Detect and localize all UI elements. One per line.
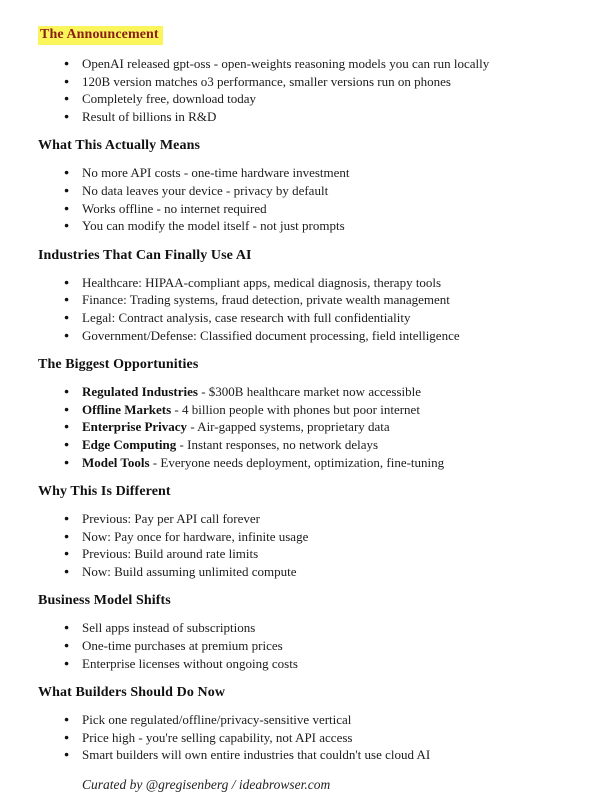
section-heading: What Builders Should Do Now [38,685,226,701]
bullet-item: ● Pick one regulated/offline/privacy-sensitive vertical [38,711,577,729]
bullet-item: ● Government/Defense: Classified document processing, field intelligence [38,327,577,345]
sections-container [38,26,577,764]
bullet-item: ● No more API costs - one-time hardware investment [38,164,577,182]
bullet-list [38,274,577,344]
highlighted-heading-text: The Announcement [38,26,163,45]
section-heading: Why This Is Different [38,484,171,500]
bullet-item: ● Offline Markets - 4 billion people with phones but poor internet [38,401,577,419]
section-heading [38,26,577,45]
bullet-item: ● Edge Computing - Instant responses, no network delays [38,436,577,454]
section-heading: The Biggest Opportunities [38,357,199,373]
bullet-lead: Enterprise Privacy [82,419,188,435]
section-heading: Industries That Can Finally Use AI [38,247,252,263]
bullet-item: ● Enterprise Privacy - Air-gapped systems, proprietary data [38,418,577,436]
section [38,357,577,471]
bullet-item: ● Finance: Trading systems, fraud detection, private wealth management [38,291,577,309]
footer-credit: Curated by @gregisenberg / ideabrowser.com [82,777,331,793]
bullet-item: ● Regulated Industries - $300B healthcare market now accessible [38,383,577,401]
bullet-item: ● Sell apps instead of subscriptions [38,619,577,637]
bullet-lead: Edge Computing [82,436,177,452]
section-heading: Business Model Shifts [38,593,171,609]
bullet-item: ● Works offline - no internet required [38,200,577,218]
bullet-item: ● Now: Build assuming unlimited compute [38,563,577,581]
bullet-item: ● Now: Pay once for hardware, infinite usage [38,528,577,546]
bullet-lead: Regulated Industries [82,384,198,400]
bullet-item: ● OpenAI released gpt-oss - open-weights reasoning models you can run locally [38,55,577,73]
section [38,26,577,125]
section [38,248,577,344]
bullet-item: ● Legal: Contract analysis, case research with full confidentiality [38,309,577,327]
section [38,593,577,672]
bullet-item: ● No data leaves your device - privacy by default [38,182,577,200]
bullet-item: ● Previous: Build around rate limits [38,545,577,563]
bullet-list [38,164,577,234]
bullet-list [38,619,577,672]
section-heading: What This Actually Means [38,138,200,154]
bullet-item: ● Enterprise licenses without ongoing costs [38,655,577,673]
bullet-list [38,55,577,125]
bullet-item: ● One-time purchases at premium prices [38,637,577,655]
bullet-lead: Offline Markets [82,401,172,417]
bullet-item: ● Healthcare: HIPAA-compliant apps, medical diagnosis, therapy tools [38,274,577,292]
bullet-item: ● You can modify the model itself - not just prompts [38,217,577,235]
bullet-item: ● Result of billions in R&D [38,108,577,126]
bullet-item: ● Model Tools - Everyone needs deployment, optimization, fine-tuning [38,454,577,472]
section [38,484,577,580]
bullet-lead: Model Tools [82,454,150,470]
bullet-list [38,711,577,764]
bullet-item: ● Smart builders will own entire industries that couldn't use cloud AI [38,746,577,764]
bullet-list [38,510,577,580]
section [38,685,577,764]
section [38,138,577,234]
bullet-item: ● 120B version matches o3 performance, smaller versions run on phones [38,73,577,91]
bullet-item: ● Completely free, download today [38,90,577,108]
bullet-item: ● Previous: Pay per API call forever [38,510,577,528]
bullet-list [38,383,577,471]
bullet-item: ● Price high - you're selling capability, not API access [38,729,577,747]
